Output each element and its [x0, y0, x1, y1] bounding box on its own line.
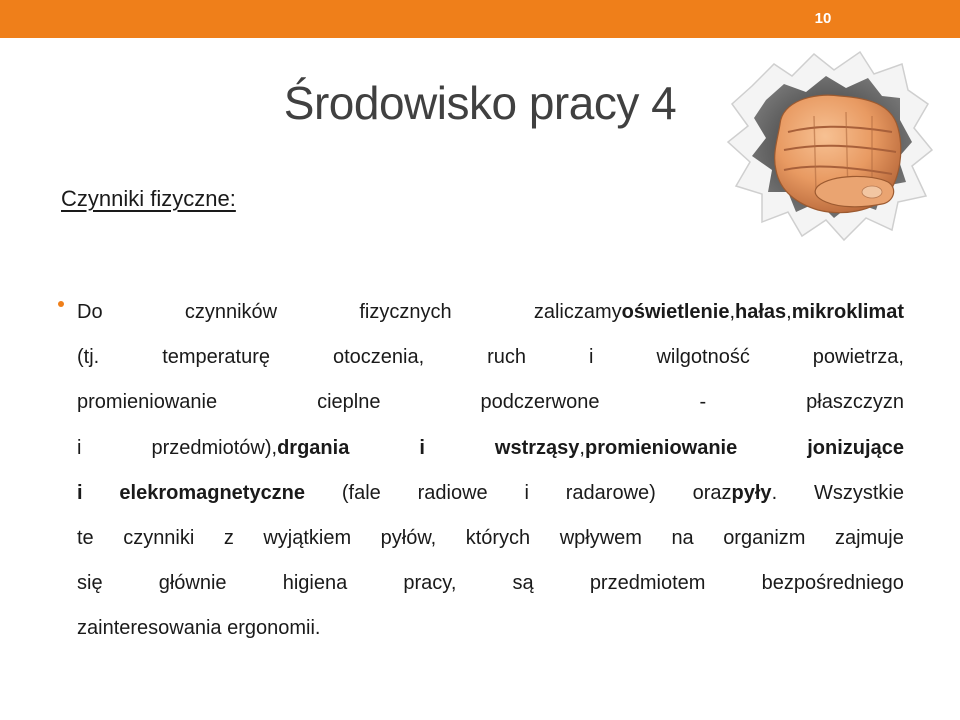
bullet-dot-icon — [58, 301, 64, 307]
word: pracy, — [403, 572, 457, 595]
word: na — [671, 526, 694, 549]
word: elekromagnetyczne — [119, 481, 306, 504]
word: i — [524, 481, 529, 504]
body-line — [77, 426, 904, 471]
text-segment: zainteresowania ergonomii. — [77, 617, 321, 640]
word: fizycznych — [359, 301, 452, 323]
word: organizm — [723, 526, 806, 549]
word: radarowe) — [565, 481, 656, 504]
word: wilgotność — [656, 346, 750, 369]
body-line — [77, 606, 904, 651]
word: i — [419, 436, 425, 459]
word: podczerwone — [480, 391, 600, 414]
word: pyłów, — [380, 526, 437, 549]
word: (fale — [341, 481, 381, 504]
word: płaszczyzn — [806, 391, 904, 414]
word: czynników — [184, 301, 278, 323]
word: są — [512, 572, 534, 595]
word: i — [589, 346, 594, 369]
word: głównie — [158, 572, 227, 595]
word: radiowe — [417, 481, 488, 504]
word: Do — [77, 301, 103, 323]
word: się — [77, 572, 103, 595]
top-accent-bar — [0, 0, 960, 38]
word: wpływem — [559, 526, 642, 549]
slide-title: Środowisko pracy 4 — [283, 77, 677, 129]
word: czynniki — [123, 526, 195, 549]
body-line — [77, 471, 904, 516]
word: i — [77, 436, 82, 459]
word: cieplne — [317, 391, 381, 414]
word: orazpyły. — [692, 481, 778, 504]
word: bezpośredniego — [761, 572, 904, 595]
slide-number: 10 — [814, 10, 832, 27]
word: z — [223, 526, 234, 549]
word: wstrząsy,promieniowanie — [494, 436, 738, 459]
body-line — [77, 380, 904, 425]
word: zajmuje — [834, 526, 904, 549]
word: których — [465, 526, 531, 549]
body-line — [77, 561, 904, 606]
word: (tj. — [77, 346, 100, 369]
word: otoczenia, — [333, 346, 425, 369]
body-line — [77, 290, 904, 335]
body-line — [77, 335, 904, 380]
word: powietrza, — [812, 346, 904, 369]
fist-icon — [722, 46, 934, 244]
word: te — [77, 526, 94, 549]
word: przedmiotów),drgania — [151, 436, 350, 459]
word: zaliczamyoświetlenie,hałas,mikroklimat — [533, 301, 904, 323]
word: higiena — [282, 572, 348, 595]
body-line — [77, 516, 904, 561]
word: temperaturę — [162, 346, 271, 369]
word: ruch — [487, 346, 527, 369]
word: jonizujące — [807, 436, 904, 459]
bullet-text — [77, 290, 904, 652]
slide-subtitle: Czynniki fizyczne: — [61, 186, 236, 211]
word: - — [699, 391, 707, 414]
word: promieniowanie — [77, 391, 218, 414]
word: przedmiotem — [589, 572, 706, 595]
word: i — [77, 481, 83, 504]
word: Wszystkie — [813, 481, 904, 504]
word: wyjątkiem — [263, 526, 352, 549]
